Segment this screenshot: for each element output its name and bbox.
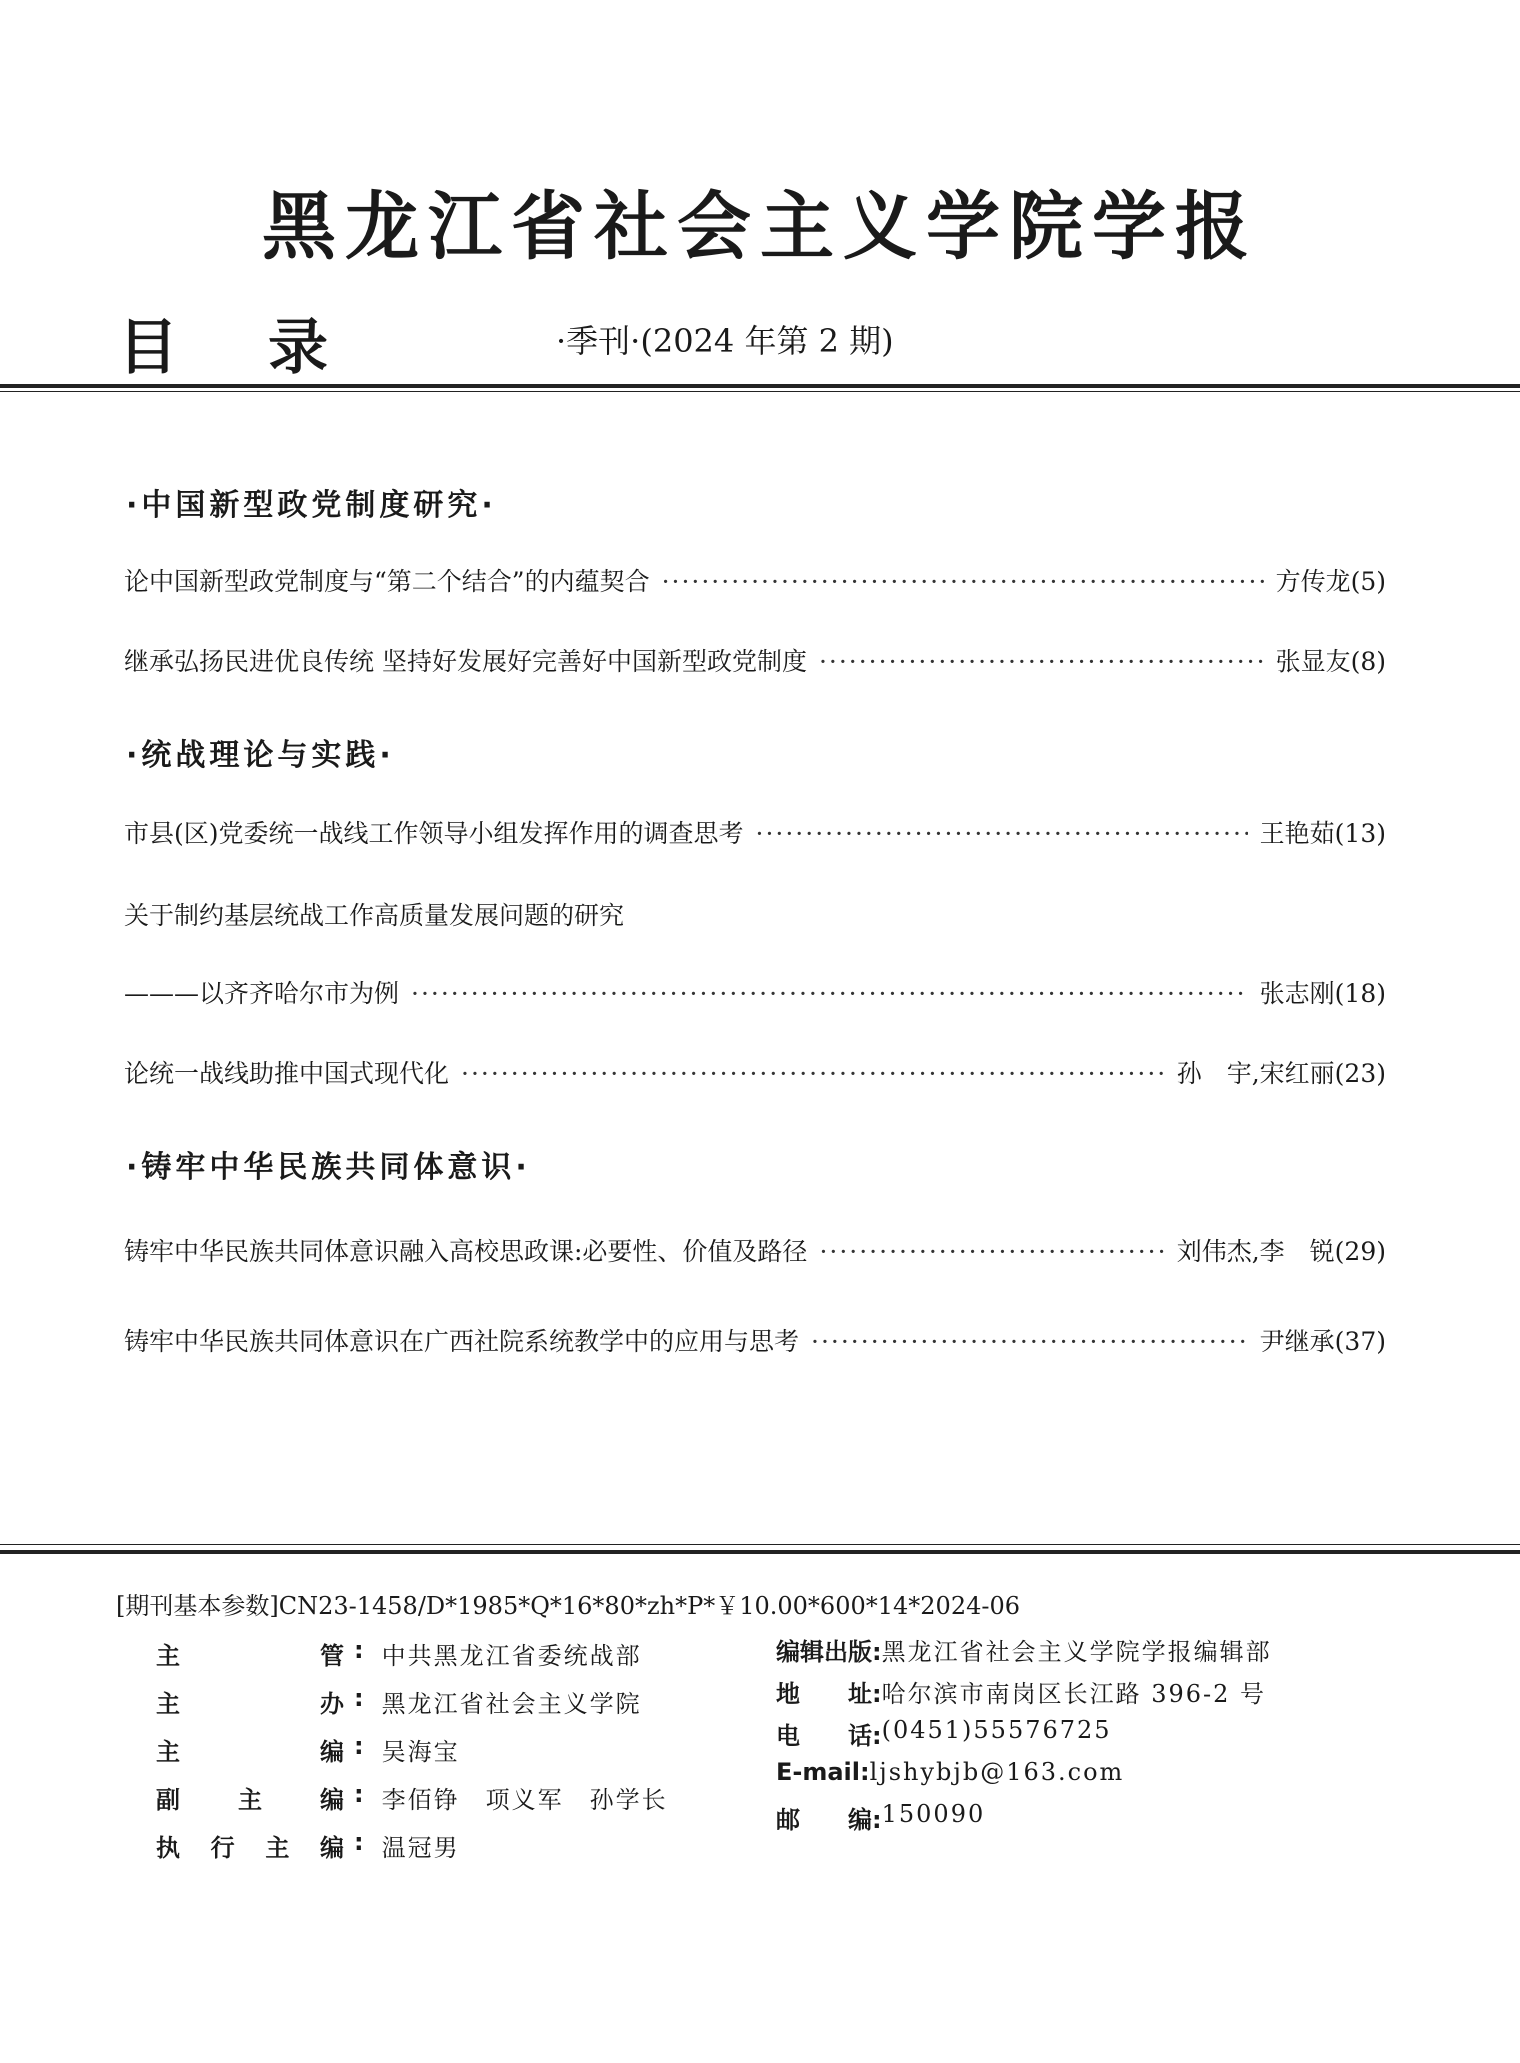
masthead-label — [156, 1828, 344, 1863]
toc-entry[interactable] — [124, 642, 1386, 682]
entry-page: (5) — [1350, 567, 1386, 596]
entry-title[interactable]: 关于制约基层统战工作高质量发展问题的研究 — [124, 901, 625, 930]
toc-heading: 目录 — [118, 313, 418, 383]
masthead-value: 黑龙江省社会主义学院 — [381, 1690, 642, 1718]
label-char: 主 — [238, 1786, 262, 1814]
leader-dots — [461, 1059, 1165, 1088]
label-char: 主 — [156, 1690, 180, 1718]
toc-entry[interactable] — [124, 814, 1386, 854]
colon: : — [354, 1780, 364, 1808]
entry-page: (13) — [1334, 819, 1386, 848]
contact-row — [776, 1800, 985, 1835]
issue-info: ·季刊·(2024 年第 2 期) — [556, 322, 894, 360]
publisher-value: 黑龙江省社会主义学院学报编辑部 — [881, 1638, 1272, 1666]
address-value: 哈尔滨市南岗区长江路 396-2 号 — [881, 1680, 1267, 1708]
journal-title: 黑龙江省社会主义学院学报 — [262, 184, 1258, 270]
leader-dots — [411, 979, 1248, 1008]
colon: : — [354, 1828, 364, 1856]
masthead-row — [156, 1684, 642, 1719]
label-char: 主 — [156, 1642, 180, 1670]
label-char: 编 — [320, 1738, 344, 1766]
toc-entry[interactable] — [124, 974, 1386, 1014]
entry-page: (29) — [1334, 1237, 1386, 1266]
label-char: 主 — [156, 1738, 180, 1766]
label-chars — [156, 1828, 344, 1863]
contact-row — [776, 1632, 1272, 1667]
colon: : — [354, 1684, 364, 1712]
section-title: ·铸牢中华民族共同体意识· — [126, 1150, 531, 1185]
header-rule-thin — [0, 391, 1520, 392]
email-link[interactable]: ljshybjb@163.com — [869, 1758, 1125, 1786]
masthead-label — [156, 1684, 344, 1719]
toc-entry[interactable] — [124, 1232, 1386, 1272]
journal-parameters: [期刊基本参数]CN23-1458/D*1985*Q*16*80*zh*P*￥10.00*600*14*2024-06 — [116, 1592, 1021, 1620]
label-chars — [156, 1684, 344, 1719]
masthead-value: 吴海宝 — [381, 1738, 460, 1766]
toc-entry[interactable] — [124, 562, 1386, 602]
masthead-label — [156, 1636, 344, 1671]
label-chars — [156, 1780, 344, 1815]
entry-author: 张显友 — [1275, 647, 1351, 676]
contact-label: 编辑出版: — [776, 1638, 882, 1666]
contact-row — [776, 1674, 1266, 1709]
entry-page: (23) — [1334, 1059, 1386, 1088]
entry-title: 铸牢中华民族共同体意识在广西社院系统教学中的应用与思考 — [124, 1327, 800, 1356]
entry-title: 市县(区)党委统一战线工作领导小组发挥作用的调查思考 — [124, 819, 744, 848]
entry-author: 王艳茹 — [1259, 819, 1335, 848]
label-char: 办 — [320, 1690, 344, 1718]
label-char: 编 — [320, 1786, 344, 1814]
label-char: 管 — [320, 1642, 344, 1670]
entry-author: 尹继承 — [1259, 1327, 1335, 1356]
entry-title: 铸牢中华民族共同体意识融入高校思政课:必要性、价值及路径 — [124, 1237, 808, 1266]
phone-value: (0451)55576725 — [881, 1716, 1112, 1744]
masthead-value: 中共黑龙江省委统战部 — [381, 1642, 642, 1670]
toc-entry[interactable] — [124, 1322, 1386, 1362]
entry-page: (8) — [1350, 647, 1386, 676]
section-title: ·统战理论与实践· — [126, 738, 395, 773]
section-title: ·中国新型政党制度研究· — [126, 488, 497, 523]
contact-row — [776, 1716, 1112, 1751]
entry-page: (37) — [1334, 1327, 1386, 1356]
label-char: 行 — [210, 1834, 235, 1862]
colon: : — [354, 1636, 364, 1664]
footer-rule-thick — [0, 1550, 1520, 1554]
entry-title: 论中国新型政党制度与“第二个结合”的内蕴契合 — [124, 567, 650, 596]
contact-label: E-mail: — [776, 1758, 870, 1786]
label-char: 副 — [156, 1786, 180, 1814]
toc-entry[interactable] — [124, 1054, 1386, 1094]
leader-dots — [811, 1327, 1248, 1356]
masthead-row — [156, 1636, 642, 1671]
contact-row — [776, 1758, 1124, 1786]
entry-author: 方传龙 — [1275, 567, 1351, 596]
masthead-value: 温冠男 — [381, 1834, 460, 1862]
masthead-row — [156, 1828, 460, 1863]
label-char: 执 — [156, 1834, 180, 1862]
entry-author: 孙 宇,宋红丽 — [1176, 1059, 1335, 1088]
colon: : — [354, 1732, 364, 1760]
label-chars — [156, 1636, 344, 1671]
contact-label: 地 址: — [776, 1680, 882, 1708]
label-chars — [156, 1732, 344, 1767]
postcode-value: 150090 — [881, 1800, 986, 1828]
entry-page: (18) — [1334, 979, 1386, 1008]
contact-label: 邮 编: — [776, 1806, 882, 1834]
masthead-label — [156, 1732, 344, 1767]
entry-title: 论统一战线助推中国式现代化 — [124, 1059, 450, 1088]
leader-dots — [756, 819, 1248, 848]
entry-author: 刘伟杰,李 锐 — [1176, 1237, 1335, 1266]
label-char: 主 — [265, 1834, 290, 1862]
masthead-row — [156, 1732, 460, 1767]
entry-author: 张志刚 — [1259, 979, 1335, 1008]
masthead-value: 李佰铮 项义军 孙学长 — [381, 1786, 668, 1814]
label-char: 编 — [319, 1834, 344, 1862]
leader-dots — [819, 1237, 1164, 1266]
leader-dots — [819, 647, 1264, 676]
header-rule-thick — [0, 384, 1520, 388]
entry-title: 继承弘扬民进优良传统 坚持好发展好完善好中国新型政党制度 — [124, 647, 807, 676]
contact-label: 电 话: — [776, 1722, 882, 1750]
masthead-label — [156, 1780, 344, 1815]
masthead-row — [156, 1780, 668, 1815]
leader-dots — [662, 567, 1264, 596]
footer-rule-thin — [0, 1544, 1520, 1545]
entry-subtitle: ———以齐齐哈尔市为例 — [124, 979, 400, 1008]
